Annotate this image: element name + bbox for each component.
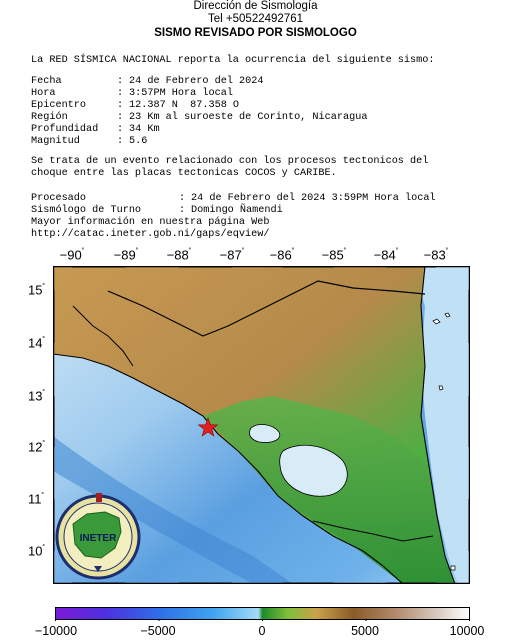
lon-label-87: −87˚ xyxy=(219,247,245,263)
processed-value: 24 de Febrero del 2024 3:59PM Hora local xyxy=(191,193,436,204)
seismologist-row: Sismólogo de Turno : Domingo Ñamendi xyxy=(31,205,283,216)
field-label: Epicentro xyxy=(31,100,87,111)
field-value: 34 Km xyxy=(129,124,160,135)
field-row-magnitude: Magnitud : 5.6 xyxy=(31,136,148,147)
tectonic-note-line1: Se trata de un evento relacionado con los procesos tectonicos del xyxy=(31,156,429,167)
lon-label-86: −86˚ xyxy=(269,247,295,263)
field-value: 5.6 xyxy=(129,136,148,147)
field-row-date: Fecha : 24 de Febrero del 2024 xyxy=(31,76,264,87)
lat-label-12: 12˚ xyxy=(28,439,46,455)
elevation-colorbar xyxy=(55,607,470,621)
lon-label-90: −90˚ xyxy=(59,247,85,263)
field-label: Magnitud xyxy=(31,136,80,147)
logo-text: INETER xyxy=(79,533,117,544)
field-row-epicenter: Epicentro : 12.387 N 87.358 O xyxy=(31,100,240,111)
lat-label-11: 11˚ xyxy=(28,491,45,507)
ineter-logo xyxy=(57,493,139,578)
field-row-depth: Profundidad : 34 Km xyxy=(31,124,160,135)
info-url-link[interactable]: http://catac.ineter.gob.ni/gaps/eqview/ xyxy=(31,229,270,240)
processed-row: Procesado : 24 de Febrero del 2024 3:59PM Hora local xyxy=(31,193,436,204)
field-label: Profundidad xyxy=(31,124,99,135)
field-value: 24 de Febrero del 2024 xyxy=(129,76,264,87)
field-label: Región xyxy=(31,112,68,123)
field-row-region: Región : 23 Km al suroeste de Corinto, Nicaragua xyxy=(31,112,368,123)
agency-name: Dirección de Sismología xyxy=(193,0,318,12)
tectonic-note-line2: choque entre las placas tectonicas COCOS y CARIBE. xyxy=(31,168,337,179)
field-value: 23 Km al suroeste de Corinto, Nicaragua xyxy=(129,112,368,123)
lon-label-83: −83˚ xyxy=(423,247,449,263)
field-row-time: Hora : 3:57PM Hora local xyxy=(31,88,233,99)
processed-label: Procesado xyxy=(31,193,87,204)
seismologist-label: Sismólogo de Turno xyxy=(31,205,142,216)
lon-label-89: −89˚ xyxy=(113,247,139,263)
epicenter-map xyxy=(53,266,470,584)
seismologist-value: Domingo Ñamendi xyxy=(191,205,283,216)
agency-phone: Tel +50522492761 xyxy=(208,13,303,25)
colorbar-label-max: 10000 xyxy=(449,624,485,638)
colorbar-label-min: −10000 xyxy=(34,624,78,638)
colorbar-label-zero: 0 xyxy=(258,624,266,638)
colorbar-label-minus5000: −5000 xyxy=(140,624,176,638)
lat-label-10: 10˚ xyxy=(28,543,46,559)
more-info-text: Mayor información en nuestra página Web xyxy=(31,217,270,228)
lat-label-15: 15˚ xyxy=(28,282,46,298)
field-label: Fecha xyxy=(31,76,62,87)
field-label: Hora xyxy=(31,88,56,99)
lat-label-13: 13˚ xyxy=(28,388,46,404)
colorbar-label-5000: 5000 xyxy=(351,624,379,638)
report-intro: La RED SÍSMICA NACIONAL reporta la ocurrencia del siguiente sismo: xyxy=(31,55,435,66)
report-status-title: SISMO REVISADO POR SISMOLOGO xyxy=(154,27,357,39)
lon-label-88: −88˚ xyxy=(166,247,192,263)
field-value: 12.387 N 87.358 O xyxy=(129,100,240,111)
lon-label-85: −85˚ xyxy=(321,247,347,263)
lon-label-84: −84˚ xyxy=(373,247,399,263)
field-value: 3:57PM Hora local xyxy=(129,88,233,99)
lat-label-14: 14˚ xyxy=(28,335,46,351)
